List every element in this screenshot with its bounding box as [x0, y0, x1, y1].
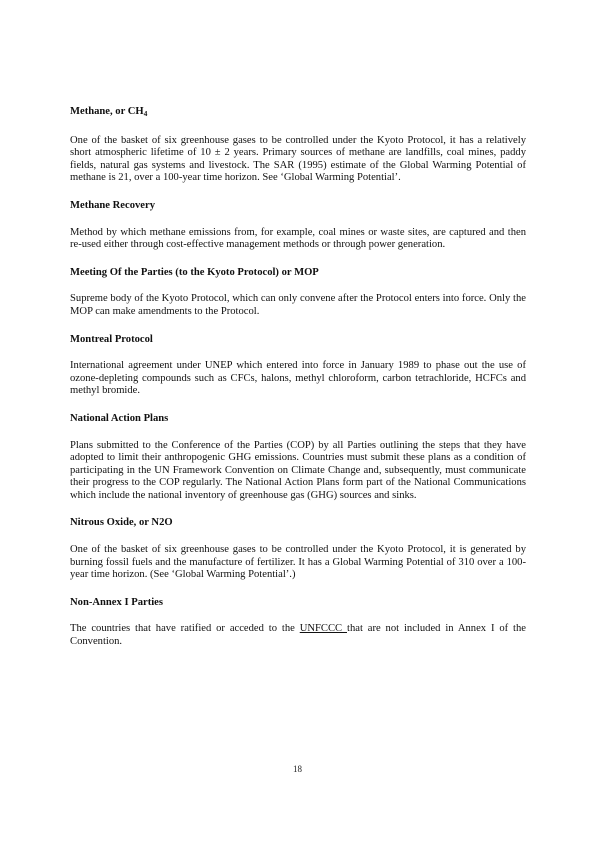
entry-body: Supreme body of the Kyoto Protocol, which can only convene after the Protocol enters into force. Only the MOP can make amendments to the Protocol. — [70, 293, 526, 317]
document-page — [70, 106, 526, 664]
entry-body: International agreement under UNEP which entered into force in January 1989 to phase out the use of ozone-depleting compounds such as CFCs, halons, methyl chloroform, carbon tetrachloride, HCFCs and methyl bromide. — [70, 360, 526, 397]
entry-non-annex-i-parties — [70, 597, 526, 649]
unfccc-link[interactable]: UNFCCC — [299, 623, 347, 635]
entry-title: Methane Recovery — [70, 199, 156, 211]
entry-body-text: The countries that have ratified or acceded to the — [70, 623, 300, 635]
entry-body — [70, 623, 526, 648]
entry-body-text: that are not included in Annex I of the Convention. — [70, 623, 526, 648]
entry-body: Plans submitted to the Conference of the Parties (COP) by all Parties outlining the steps that they have adopted to limit their anthropogenic GHG emissions. Countries must submit these plans as a condition of participating in the UN Framework Convention on Climate Change and, subsequently, must communicate their progress to the COP regularly. The National Action Plans form part of the National Communications which include the national inventory of greenhouse gas (GHG) sources and sinks. — [70, 439, 526, 501]
entry-montreal-protocol — [70, 334, 526, 398]
page-number: 18 — [293, 764, 302, 774]
entry-national-action-plans — [70, 413, 526, 503]
entry-title — [70, 106, 526, 121]
entry-body: Method by which methane emissions from, for example, coal mines or waste sites, are captured and then re-used either through cost-effective management methods or through power generation. — [70, 226, 526, 251]
entry-title-subscript: 4 — [143, 109, 148, 118]
entry-meeting-of-the-parties — [70, 267, 526, 319]
entry-title: Nitrous Oxide, or N2O — [70, 517, 173, 529]
entry-title: Montreal Protocol — [70, 333, 153, 345]
entry-body: One of the basket of six greenhouse gases to be controlled under the Kyoto Protocol, it is generated by burning fossil fuels and the manufacture of fertilizer. It has a Global Warming Potential of 310 over a 100-year time horizon. (See ‘Global Warming Potential’.) — [70, 544, 526, 581]
entry-nitrous-oxide — [70, 517, 526, 581]
entry-title: National Action Plans — [70, 412, 169, 424]
entry-methane — [70, 106, 526, 185]
entry-methane-recovery — [70, 200, 526, 252]
entry-body: One of the basket of six greenhouse gases to be controlled under the Kyoto Protocol, it has a relatively short atmospheric lifetime of 10 ± 2 years. Primary sources of methane are landfills, coal mines, paddy fields, natural gas systems and livestock. The SAR (1995) estimate of the Global Warming Potential of methane is 21, over a 100-year time horizon. See ‘Global Warming Potential’. — [70, 134, 526, 184]
entry-title: Meeting Of the Parties (to the Kyoto Protocol) or MOP — [70, 266, 319, 278]
entry-title: Non-Annex I Parties — [70, 596, 163, 608]
entry-title-text: Methane, or CH — [70, 106, 144, 117]
